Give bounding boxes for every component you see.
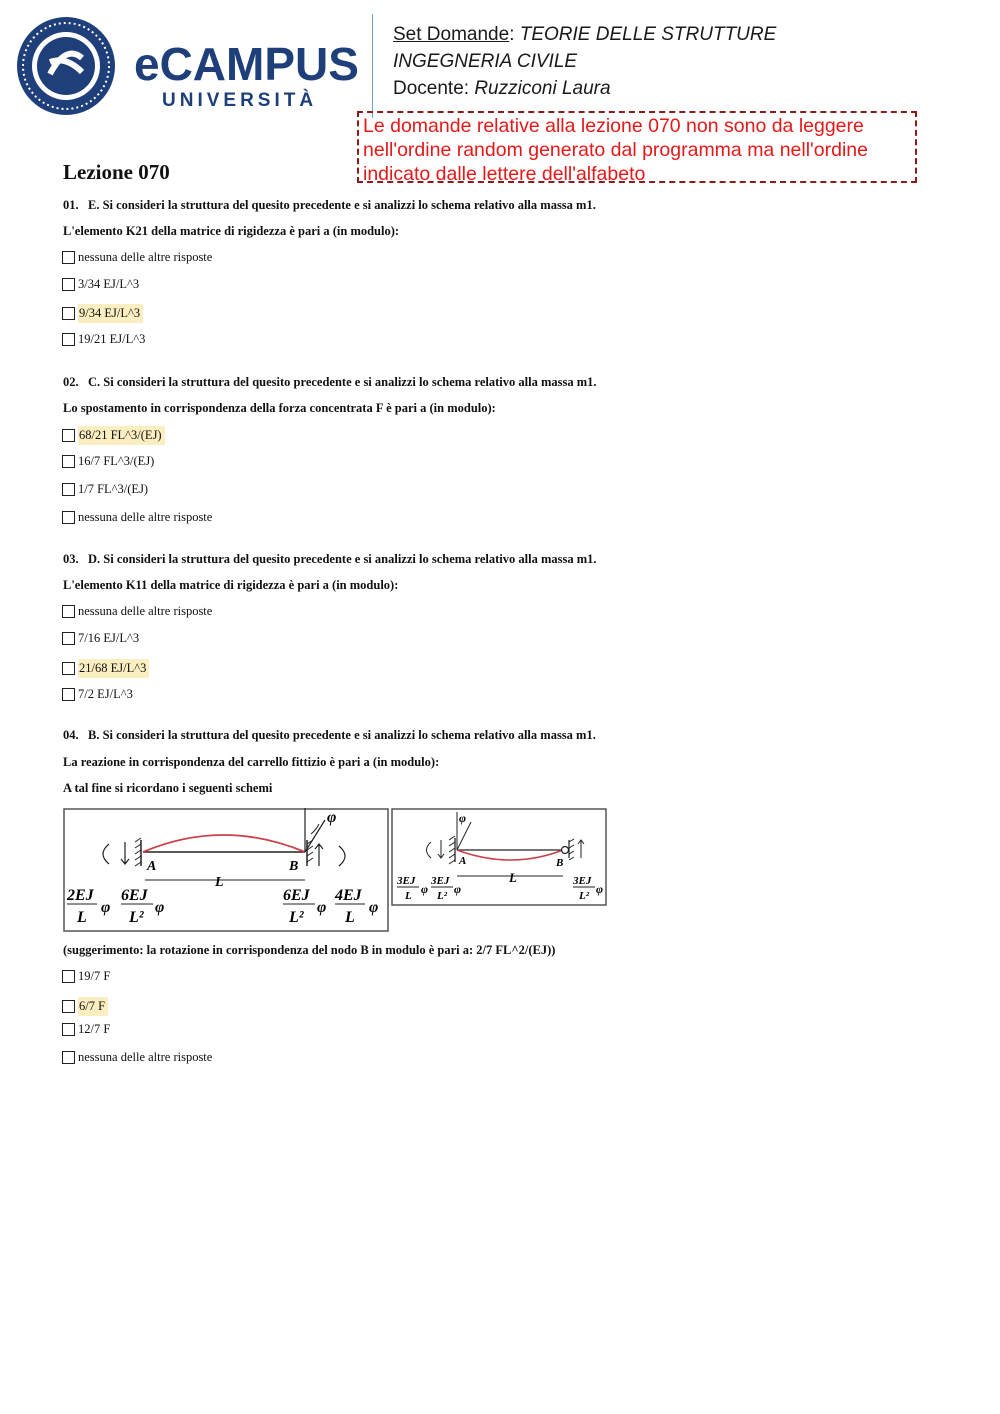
fig1-term4-num: 4EJ <box>335 887 362 904</box>
answer-checkbox[interactable] <box>62 333 75 346</box>
answer-text-highlighted: 6/7 F <box>78 997 108 1016</box>
fig1-node-b: B <box>289 859 299 874</box>
fig1-phi-label: φ <box>327 809 337 826</box>
answer-text: 19/7 F <box>78 969 111 983</box>
answer-text: nessuna delle altre risposte <box>78 250 213 264</box>
answer-checkbox[interactable] <box>62 970 75 983</box>
answer-option[interactable] <box>62 1050 212 1065</box>
answer-text-highlighted: 68/21 FL^3/(EJ) <box>78 426 165 445</box>
answer-text: 3/34 EJ/L^3 <box>78 277 140 291</box>
answer-text: 7/2 EJ/L^3 <box>78 687 133 701</box>
set-label: Set Domande <box>393 24 510 45</box>
fig1-term4-den: L <box>345 909 355 926</box>
fig1-term1-phi: φ <box>101 899 111 916</box>
teacher-line <box>393 78 611 100</box>
answer-option[interactable] <box>62 454 154 469</box>
answer-option[interactable] <box>62 604 212 619</box>
question-text: C. Si consideri la struttura del quesito precedente e si analizzi lo schema relativo alla massa m1. <box>88 375 597 389</box>
fig2-term3-phi: φ <box>596 882 604 896</box>
fig2-term1-num: 3EJ <box>397 875 416 887</box>
answer-checkbox[interactable] <box>62 605 75 618</box>
answer-checkbox[interactable] <box>62 455 75 468</box>
fig2-node-a: A <box>459 855 467 867</box>
header-divider <box>372 14 373 118</box>
answer-checkbox[interactable] <box>62 429 75 442</box>
answer-text-highlighted: 9/34 EJ/L^3 <box>78 304 143 323</box>
course-name: INGEGNERIA CIVILE <box>393 51 578 72</box>
question-02-prompt: Lo spostamento in corrispondenza della forza concentrata F è pari a (in modulo): <box>63 401 496 415</box>
answer-option[interactable] <box>62 277 139 292</box>
fig1-term4-phi: φ <box>369 899 379 916</box>
question-number: 02. <box>63 375 79 389</box>
answer-option-correct[interactable] <box>62 304 143 323</box>
fig2-term3-den: L² <box>579 890 590 902</box>
ecampus-logo <box>16 14 361 118</box>
answer-option-correct[interactable] <box>62 997 108 1016</box>
fig2-term1-phi: φ <box>421 882 429 896</box>
fig2-term1-den: L <box>405 890 412 902</box>
answer-checkbox[interactable] <box>62 1000 75 1013</box>
answer-checkbox[interactable] <box>62 1023 75 1036</box>
fig1-node-a: A <box>147 859 157 874</box>
teacher-name: Ruzziconi Laura <box>474 78 611 99</box>
answer-checkbox[interactable] <box>62 307 75 320</box>
fig2-length-label: L <box>509 870 517 885</box>
answer-checkbox[interactable] <box>62 662 75 675</box>
fig1-term3-phi: φ <box>317 899 327 916</box>
scheme-fixed-fixed-beam <box>63 808 389 937</box>
question-number: 01. <box>63 198 79 212</box>
fig1-term1-den: L <box>77 909 87 926</box>
answer-text: nessuna delle altre risposte <box>78 510 213 524</box>
question-03-prompt: L'elemento K11 della matrice di rigidezza è pari a (in modulo): <box>63 578 399 592</box>
answer-checkbox[interactable] <box>62 632 75 645</box>
answer-text: 19/21 EJ/L^3 <box>78 332 146 346</box>
fig2-term2-num: 3EJ <box>431 875 450 887</box>
question-04-intro: A tal fine si ricordano i seguenti schemi <box>63 781 273 795</box>
question-text: D. Si consideri la struttura del quesito precedente e si analizzi lo schema relativo alla massa m1. <box>88 552 597 566</box>
answer-text: 12/7 F <box>78 1022 111 1036</box>
question-01-prompt: L'elemento K21 della matrice di rigidezza è pari a (in modulo): <box>63 224 400 238</box>
answer-checkbox[interactable] <box>62 483 75 496</box>
question-number: 03. <box>63 552 79 566</box>
question-02-statement <box>63 375 597 390</box>
question-04-prompt: La reazione in corrispondenza del carrello fittizio è pari a (in modulo): <box>63 755 440 769</box>
answer-option[interactable] <box>62 1022 110 1037</box>
answer-option[interactable] <box>62 250 212 265</box>
question-text: B. Si consideri la struttura del quesito precedente e si analizzi lo schema relativo alla massa m1. <box>88 728 596 742</box>
answer-checkbox[interactable] <box>62 688 75 701</box>
answer-checkbox[interactable] <box>62 1051 75 1064</box>
answer-option[interactable] <box>62 482 148 497</box>
fig1-term2-num: 6EJ <box>121 887 148 904</box>
fig2-term2-phi: φ <box>454 882 462 896</box>
logo-subtitle: UNIVERSITÀ <box>162 90 318 111</box>
fig2-term3-num: 3EJ <box>573 875 592 887</box>
fig1-term1-num: 2EJ <box>67 887 94 904</box>
answer-checkbox[interactable] <box>62 511 75 524</box>
notice-line: Le domande relative alla lezione 070 non sono da leggere <box>363 115 864 137</box>
answer-option-correct[interactable] <box>62 426 165 445</box>
lesson-order-notice <box>357 111 917 183</box>
question-number: 04. <box>63 728 79 742</box>
teacher-label: Docente: <box>393 78 470 99</box>
answer-text: 1/7 FL^3/(EJ) <box>78 482 149 496</box>
question-01-statement <box>63 198 596 213</box>
answer-checkbox[interactable] <box>62 251 75 264</box>
answer-text: nessuna delle altre risposte <box>78 604 213 618</box>
answer-option[interactable] <box>62 687 133 702</box>
fig1-term2-phi: φ <box>155 899 165 916</box>
fig1-term3-num: 6EJ <box>283 887 310 904</box>
answer-text: nessuna delle altre risposte <box>78 1050 213 1064</box>
set-value: TEORIE DELLE STRUTTURE <box>519 24 777 45</box>
answer-option[interactable] <box>62 631 139 646</box>
lesson-title: Lezione 070 <box>63 160 170 184</box>
fig1-length-label: L <box>215 875 224 890</box>
scheme-fixed-pinned-beam <box>391 808 607 911</box>
fig1-term3-den: L² <box>289 909 304 926</box>
notice-line: nell'ordine random generato dal programma ma nell'ordine <box>363 139 868 161</box>
fig2-term2-den: L² <box>437 890 448 902</box>
fig2-node-b: B <box>556 857 564 869</box>
answer-text-highlighted: 21/68 EJ/L^3 <box>78 659 149 678</box>
answer-text: 16/7 FL^3/(EJ) <box>78 454 155 468</box>
answer-checkbox[interactable] <box>62 278 75 291</box>
answer-text: 7/16 EJ/L^3 <box>78 631 140 645</box>
course-line <box>393 51 577 73</box>
answer-option[interactable] <box>62 969 110 984</box>
question-03-statement <box>63 552 597 567</box>
set-line: Set Domande: TEORIE DELLE STRUTTURE <box>393 24 777 45</box>
fig2-phi-label: φ <box>459 811 467 825</box>
question-04-statement <box>63 728 596 743</box>
question-04-hint: (suggerimento: la rotazione in corrispondenza del nodo B in modulo è pari a: 2/7 FL^2/(EJ)) <box>63 943 556 957</box>
fig1-term2-den: L² <box>129 909 144 926</box>
notice-line: indicato dalle lettere dell'alfabeto <box>363 163 646 185</box>
answer-option-correct[interactable] <box>62 659 149 678</box>
logo-brand: eCAMPUS <box>134 38 359 90</box>
answer-option[interactable] <box>62 332 145 347</box>
answer-option[interactable] <box>62 510 212 525</box>
question-text: E. Si consideri la struttura del quesito precedente e si analizzi lo schema relativo alla massa m1. <box>88 198 596 212</box>
